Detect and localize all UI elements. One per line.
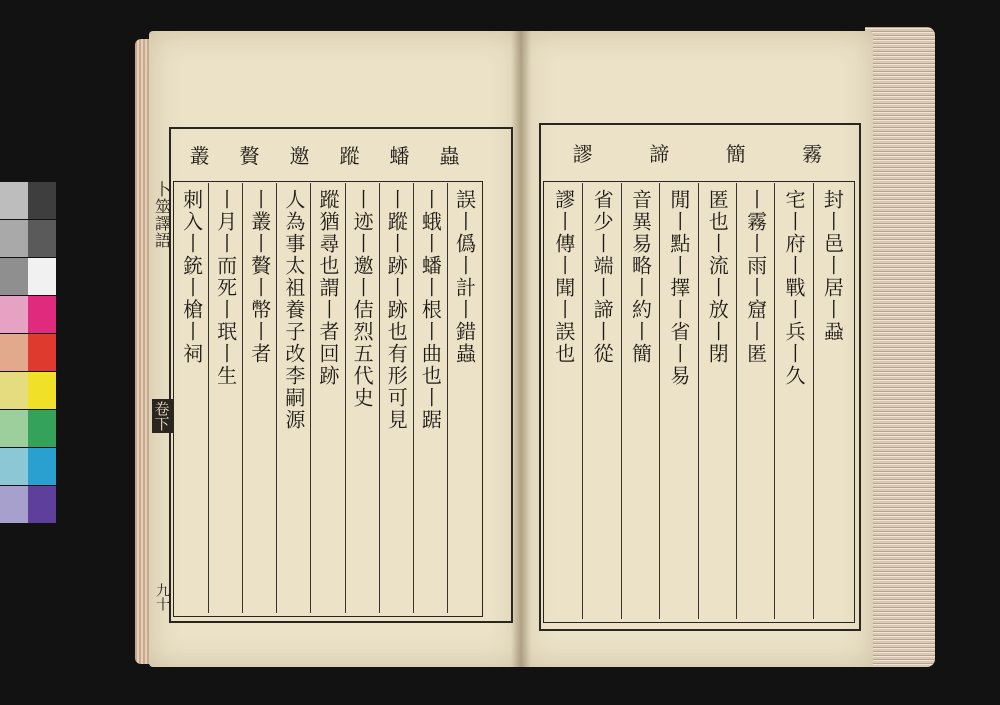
calibration-swatch — [28, 220, 56, 257]
text-column — [774, 183, 812, 619]
column-text: 丨迹丨邀丨佶烈五代史 — [350, 189, 375, 409]
column-text: 閒丨點丨擇丨省丨易 — [666, 189, 691, 387]
calibration-swatch — [0, 486, 28, 523]
left-page-text-columns — [175, 183, 481, 613]
text-column — [545, 183, 582, 619]
column-text: 人為事太祖養子改李嗣源 — [281, 189, 306, 431]
heading-char: 叢 — [189, 143, 211, 168]
volume-label: 卷下 — [152, 401, 171, 431]
column-text: 匿也丨流丨放丨閉 — [705, 189, 730, 365]
calibration-swatch — [0, 220, 28, 257]
heading-char: 謬 — [572, 141, 594, 166]
heading-char: 蟠 — [389, 143, 411, 168]
text-column — [208, 183, 242, 613]
calibration-swatch — [28, 334, 56, 371]
text-column — [698, 183, 736, 619]
left-page-margin — [151, 181, 173, 611]
calibration-swatch — [28, 410, 56, 447]
text-column — [413, 183, 447, 613]
text-column — [276, 183, 310, 613]
text-column — [310, 183, 344, 613]
text-column — [736, 183, 774, 619]
book-right-edge — [865, 27, 935, 667]
book-title: 卜筮譯語 — [152, 181, 172, 249]
heading-char: 諦 — [649, 141, 671, 166]
column-text: 省少丨端丨諦丨從 — [590, 189, 615, 365]
calibration-swatch — [28, 372, 56, 409]
right-page — [521, 31, 873, 667]
page-number: 九十 — [154, 583, 170, 611]
column-text: 丨蛾丨蟠丨根丨曲也丨踞 — [418, 189, 443, 431]
calibration-swatch — [0, 410, 28, 447]
text-column — [659, 183, 697, 619]
book-gutter — [511, 31, 531, 667]
column-text: 刺入丨銃丨槍丨祠 — [179, 189, 204, 365]
column-text: 宅丨府丨戰丨兵丨久 — [781, 189, 806, 387]
heading-char: 贅 — [239, 143, 261, 168]
column-text: 誤丨僞丨計丨錯蟲 — [452, 189, 477, 365]
calibration-swatch — [0, 296, 28, 333]
left-page-headings — [175, 131, 475, 177]
column-text: 音異易略丨約丨簡 — [628, 189, 653, 365]
text-column — [813, 183, 851, 619]
text-column — [582, 183, 620, 619]
heading-char: 邀 — [289, 143, 311, 168]
column-text: 謬丨傳丨聞丨誤也 — [551, 189, 576, 365]
right-page-text-columns — [545, 183, 851, 619]
calibration-swatch — [28, 296, 56, 333]
calibration-swatch — [28, 258, 56, 295]
text-column — [621, 183, 659, 619]
right-page-headings — [545, 127, 851, 177]
heading-char: 霧 — [802, 141, 824, 166]
column-text: 丨霧丨雨丨窟丨匿 — [743, 189, 768, 365]
left-page — [149, 31, 521, 667]
calibration-swatch — [28, 448, 56, 485]
calibration-swatch — [0, 448, 28, 485]
column-text: 封丨邑丨居丨蝨 — [820, 189, 845, 343]
column-text: 丨蹤丨跡丨跡也有形可見 — [384, 189, 409, 431]
column-text: 丨月丨而死丨珉丨生 — [213, 189, 238, 387]
heading-char: 簡 — [725, 141, 747, 166]
calibration-swatch — [0, 334, 28, 371]
open-book — [135, 27, 935, 672]
calibration-swatch — [0, 372, 28, 409]
calibration-swatch — [28, 486, 56, 523]
column-text: 蹤猶尋也謂丨者回跡 — [316, 189, 340, 387]
text-column — [447, 183, 481, 613]
text-column — [175, 183, 208, 613]
heading-char: 蟲 — [439, 143, 461, 168]
heading-char: 蹤 — [339, 143, 361, 168]
color-calibration-strip — [0, 182, 57, 530]
calibration-swatch — [0, 182, 28, 219]
calibration-swatch — [28, 182, 56, 219]
text-column — [345, 183, 379, 613]
column-text: 丨叢丨贅丨幣丨者 — [247, 189, 272, 365]
text-column — [242, 183, 276, 613]
calibration-swatch — [0, 258, 28, 295]
text-column — [379, 183, 413, 613]
